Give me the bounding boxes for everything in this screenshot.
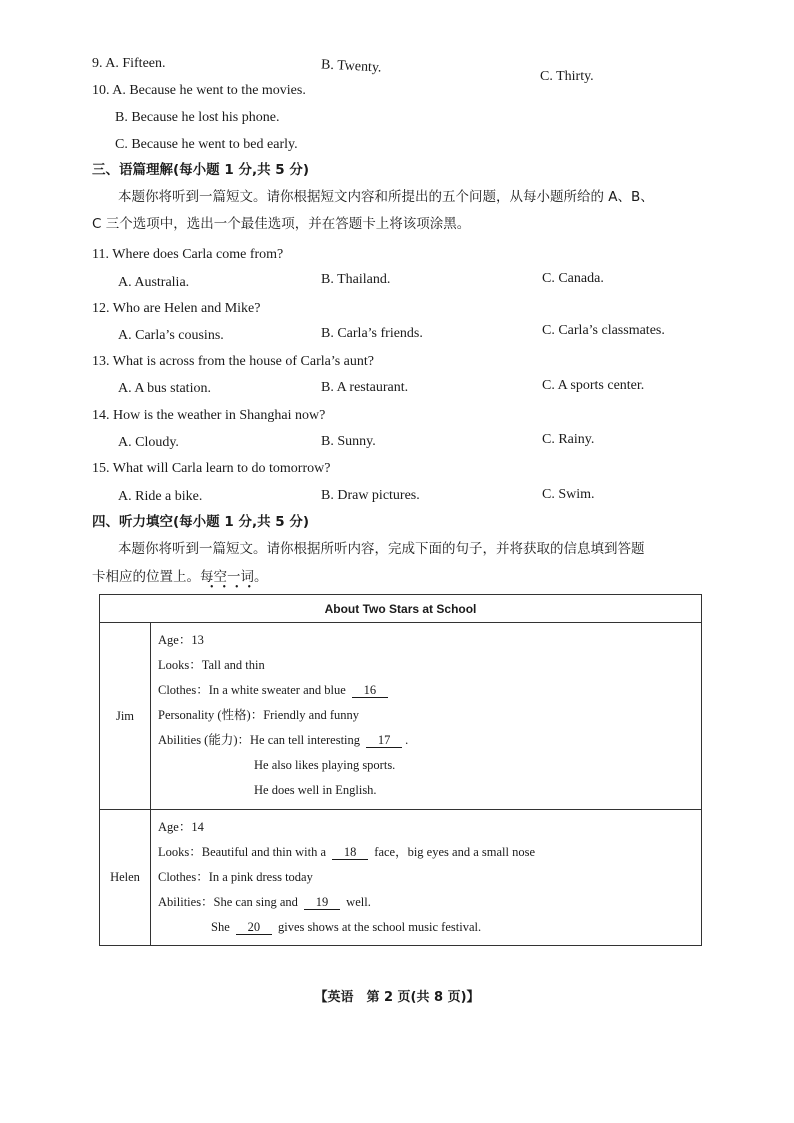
helen-clothes: Clothes：In a pink dress today xyxy=(158,870,313,884)
question-13-option-c: C. A sports center. xyxy=(542,378,645,393)
question-12: 12. Who are Helen and Mike? xyxy=(92,301,261,316)
helen-name-cell: Helen xyxy=(100,810,151,946)
emphasis-dots: •••• xyxy=(210,582,261,593)
q9-number: 9. xyxy=(92,56,103,71)
table-title: About Two Stars at School xyxy=(100,595,702,623)
helen-looks xyxy=(151,840,701,865)
helen-abilities-text-2: well. xyxy=(346,895,371,909)
section3-title: 三、语篇理解(每小题 1 分,共 5 分) xyxy=(92,162,310,178)
table-row-helen xyxy=(100,810,702,946)
question-12-option-b: B. Carla’s friends. xyxy=(321,326,423,341)
q9-option-b: B. Twenty. xyxy=(320,57,382,76)
jim-abilities-period: . xyxy=(405,733,409,747)
blank-18[interactable]: 18 xyxy=(332,845,368,860)
section3-instruction-1: 本题你将听到一篇短文。请你根据短文内容和所提出的五个问题，从每小题所给的 A、B、 xyxy=(118,189,654,205)
blank-17[interactable]: 17 xyxy=(366,733,402,748)
jim-sports: He also likes playing sports. xyxy=(254,758,396,772)
jim-name-cell: Jim xyxy=(100,623,151,810)
q10-number: 10. xyxy=(92,83,110,98)
question-12-option-c: C. Carla’s classmates. xyxy=(542,323,665,338)
question-15: 15. What will Carla learn to do tomorrow? xyxy=(92,461,331,476)
question-11-option-a: A. Australia. xyxy=(118,275,190,290)
question-15-option-a: A. Ride a bike. xyxy=(118,489,203,504)
section4-instruction-2: 卡相应的位置上。每空一词。 xyxy=(92,569,268,585)
q10-option-b: B. Because he lost his phone. xyxy=(115,110,280,125)
helen-shows xyxy=(151,915,701,940)
helen-looks-text: Looks：Beautiful and thin with a xyxy=(158,845,327,859)
question-14-option-c: C. Rainy. xyxy=(542,432,595,447)
question-14-option-a: A. Cloudy. xyxy=(118,435,179,450)
jim-abilities-text: Abilities (能力)：He can tell interesting xyxy=(158,733,361,747)
question-11: 11. Where does Carla come from? xyxy=(92,247,284,262)
jim-looks: Looks：Tall and thin xyxy=(158,658,265,672)
helen-info-cell xyxy=(151,810,702,946)
jim-clothes xyxy=(151,678,701,703)
jim-clothes-text: Clothes：In a white sweater and blue xyxy=(158,683,346,697)
q10-option-c: C. Because he went to bed early. xyxy=(115,137,298,152)
question-14: 14. How is the weather in Shanghai now? xyxy=(92,408,326,423)
two-stars-table xyxy=(99,594,702,946)
blank-19[interactable]: 19 xyxy=(304,895,340,910)
q9-option-c: C. Thirty. xyxy=(540,69,594,84)
jim-info-cell xyxy=(151,623,702,810)
blank-20[interactable]: 20 xyxy=(236,920,272,935)
helen-abilities-text: Abilities：She can sing and xyxy=(158,895,298,909)
table-row-jim xyxy=(100,623,702,810)
question-13-option-a: A. A bus station. xyxy=(118,381,211,396)
jim-english: He does well in English. xyxy=(254,783,377,797)
section3-instruction-2: C 三个选项中，选出一个最佳选项，并在答题卡上将该项涂黑。 xyxy=(92,216,471,232)
question-11-option-b: B. Thailand. xyxy=(321,272,391,287)
question-14-option-b: B. Sunny. xyxy=(321,434,376,449)
section4-instruction-1: 本题你将听到一篇短文。请你根据所听内容，完成下面的句子，并将获取的信息填到答题 xyxy=(118,541,645,557)
question-11-option-c: C. Canada. xyxy=(542,271,604,286)
q10-option-a: A. Because he went to the movies. xyxy=(112,83,306,98)
helen-abilities xyxy=(151,890,701,915)
section4-title: 四、听力填空(每小题 1 分,共 5 分) xyxy=(92,514,310,530)
page-footer: 【英语 第 2 页(共 8 页)】 xyxy=(314,990,480,1005)
helen-shows-text-2: gives shows at the school music festival. xyxy=(278,920,482,934)
question-15-option-c: C. Swim. xyxy=(542,487,595,502)
question-12-option-a: A. Carla’s cousins. xyxy=(118,328,224,343)
helen-looks-text-2: face，big eyes and a small nose xyxy=(374,845,535,859)
jim-age: Age：13 xyxy=(158,633,204,647)
q10-line xyxy=(92,84,306,98)
q9-option-a: A. Fifteen. xyxy=(105,56,166,71)
jim-personality: Personality (性格)：Friendly and funny xyxy=(158,708,360,722)
question-13-option-b: B. A restaurant. xyxy=(321,380,409,395)
helen-shows-text: She xyxy=(211,920,230,934)
jim-abilities xyxy=(151,728,701,753)
blank-16[interactable]: 16 xyxy=(352,683,388,698)
helen-age: Age：14 xyxy=(158,820,204,834)
q9-line xyxy=(92,57,166,71)
question-15-option-b: B. Draw pictures. xyxy=(321,488,420,503)
question-13: 13. What is across from the house of Carla’s aunt? xyxy=(92,354,375,369)
